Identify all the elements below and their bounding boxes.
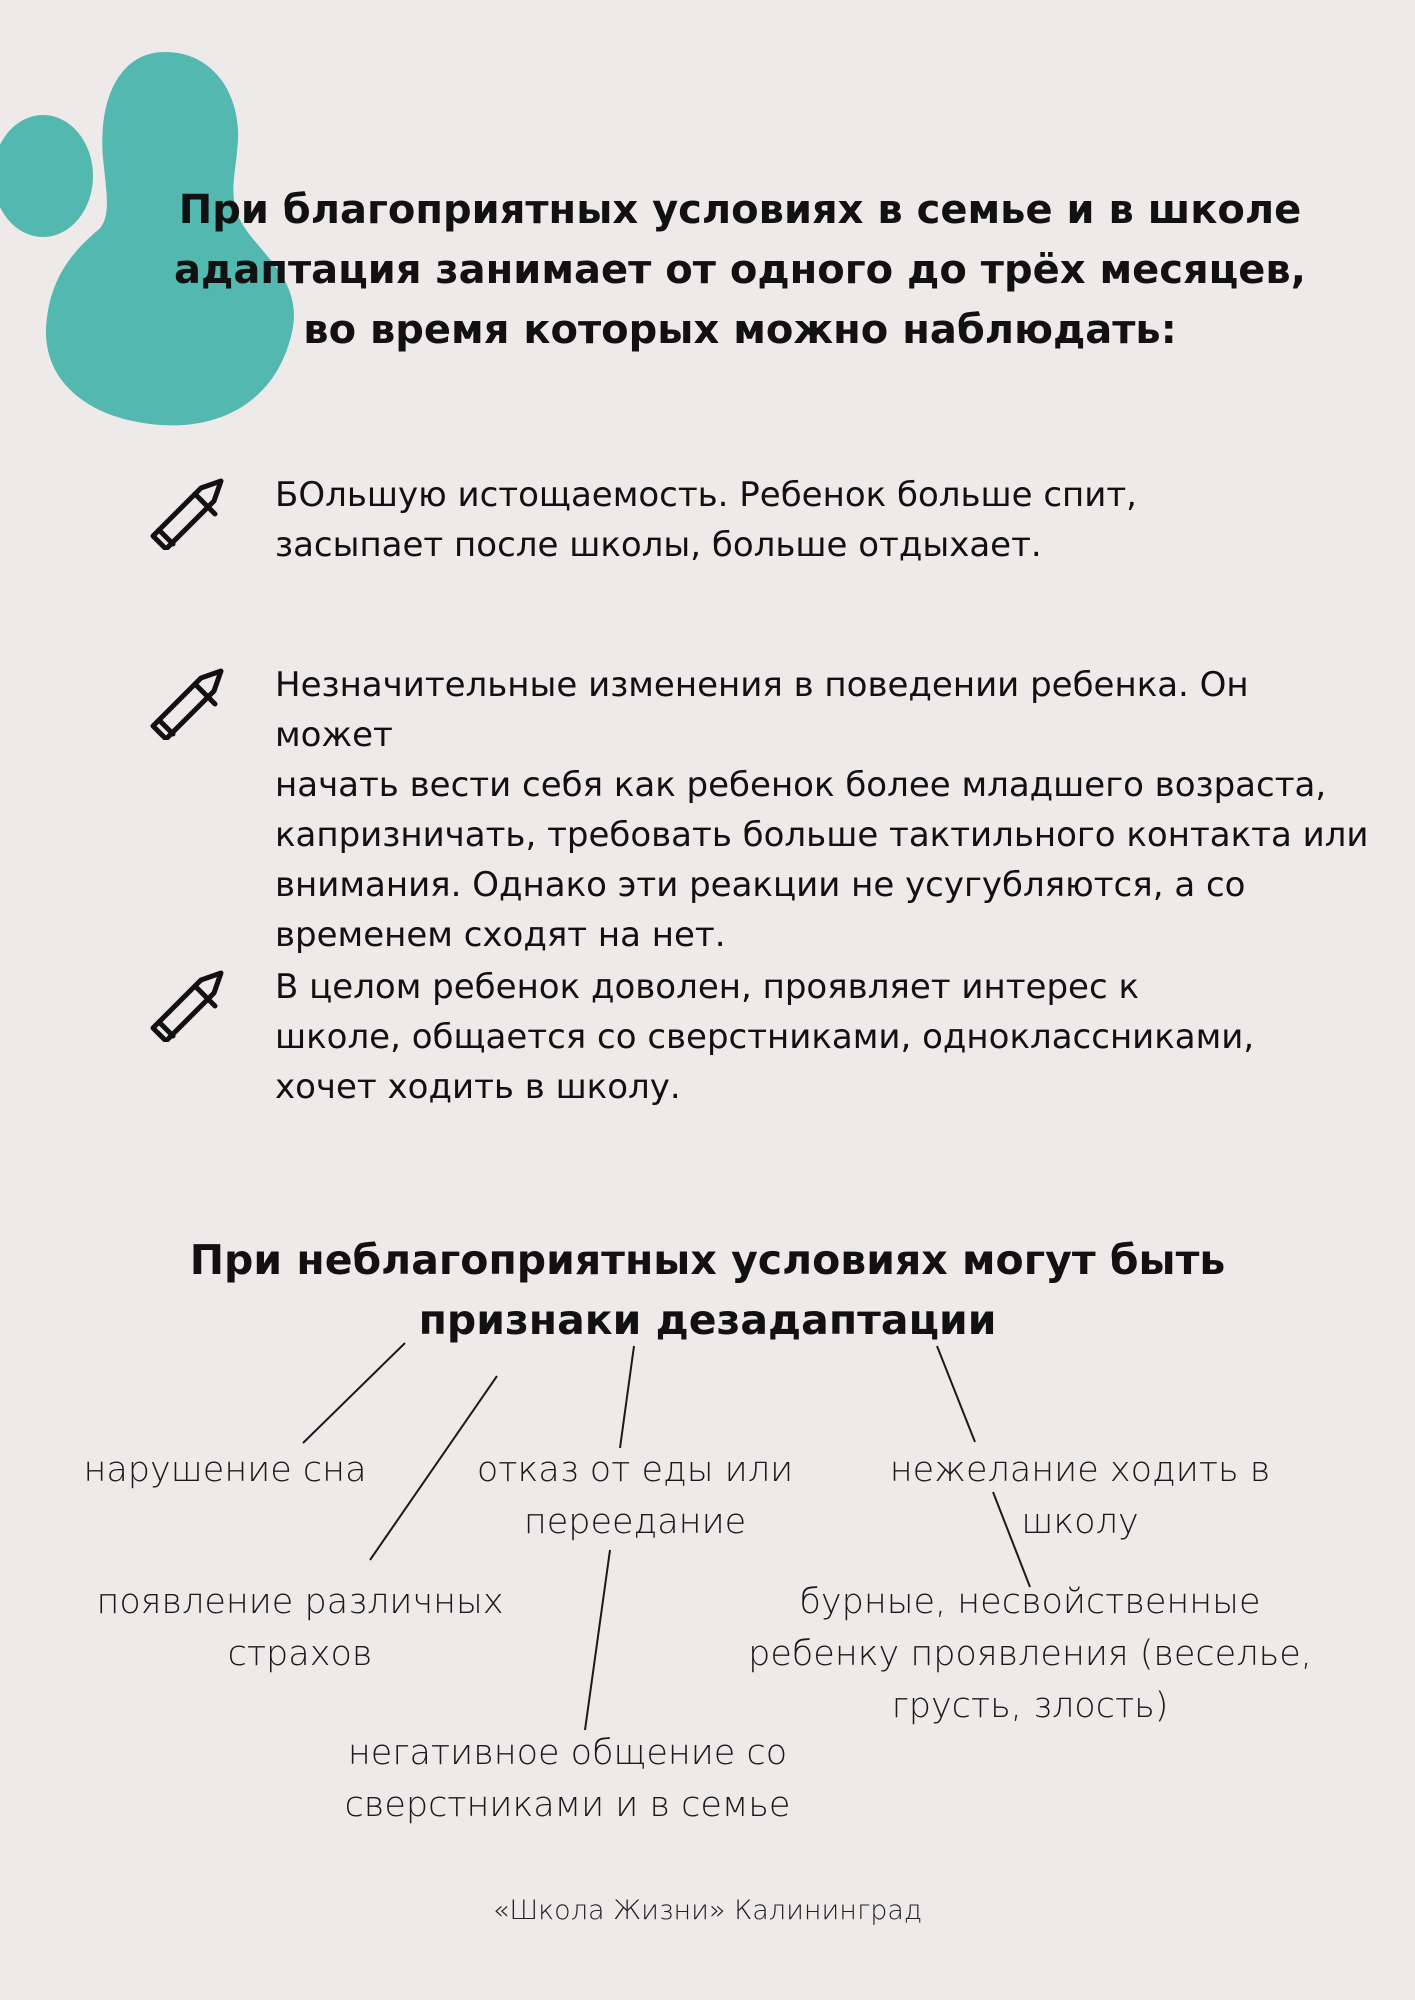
sign-food-refusal: отказ от еды или переедание (476, 1450, 794, 1542)
pencil-icon (145, 962, 225, 1042)
observation-text: БОльшую истощаемость. Ребенок больше спит, засыпает после школы, больше отдыхает. (275, 475, 1137, 565)
observation-text: Незначительные изменения в поведении ребенка. Он может начать вести себя как ребенок более младшего возраста, капризничать, требовать больше тактильного контакта или внимания. Однако эти реакции не усугубляются, а со временем сходят на нет. (275, 665, 1369, 955)
observation-text: В целом ребенок доволен, проявляет интерес к школе, общается со сверстниками, одноклассниками, хочет ходить в школу. (275, 967, 1255, 1107)
connector-line (937, 1346, 975, 1442)
footer-signature: «Школа Жизни» Калининград (492, 1895, 923, 1926)
sign-sleep-disorder: нарушение сна (83, 1450, 367, 1490)
connector-line (620, 1346, 634, 1448)
connector-line (303, 1343, 405, 1443)
favorable-conditions-heading: При благоприятных условиях в семье и в школе адаптация занимает от одного до трёх месяцев, во время которых можно наблюдать: (174, 187, 1306, 353)
unfavorable-conditions-heading: При неблагоприятных условиях могут быть признаки дезадаптации (189, 1236, 1226, 1344)
connector-line (585, 1550, 610, 1730)
sign-fears: появление различных страхов (96, 1582, 504, 1674)
pencil-icon (145, 660, 225, 740)
sign-negative-communication: негативное общение со сверстниками и в семье (344, 1733, 791, 1825)
sign-school-reluctance: нежелание ходить в школу (889, 1450, 1271, 1542)
sign-emotional-outbursts: бурные, несвойственные ребенку проявления (веселье, грусть, злость) (748, 1582, 1312, 1726)
pencil-icon (145, 470, 225, 550)
